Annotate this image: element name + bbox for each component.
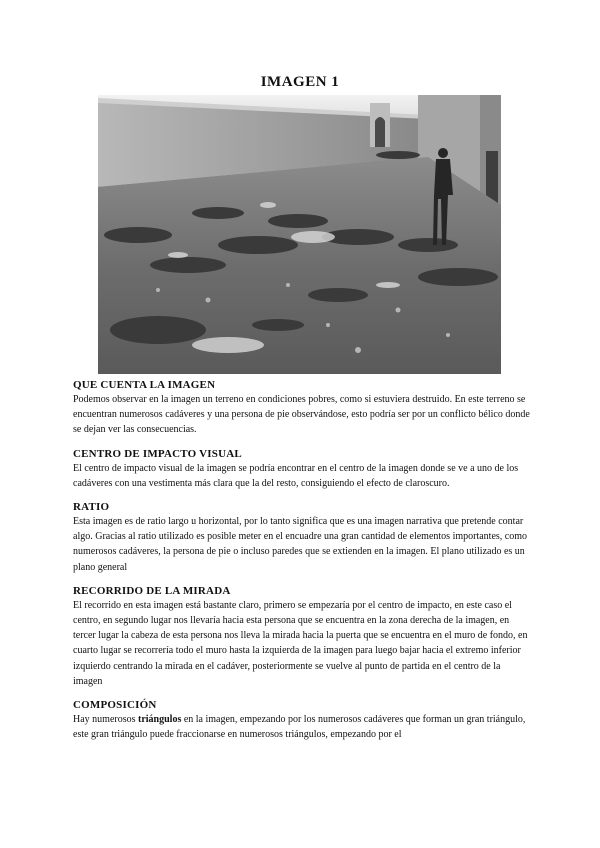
section-heading: QUE CUENTA LA IMAGEN	[73, 379, 216, 391]
section-centro-impacto	[73, 447, 531, 491]
section-text: Esta imagen es de ratio largo u horizontal, por lo tanto significa que es una imagen narrativa que pretende contar algo. Gracias al ratio utilizado es posible meter en el encuadre una gran cantidad de elementos importantes, como numerosos cadáveres, la persona de pie o incluso paredes que se extienden en la imagen. El plano utilizado es un plano general	[73, 516, 527, 573]
section-heading: COMPOSICIÓN	[73, 699, 157, 712]
section-text	[73, 712, 531, 742]
text-run: Hay numerosos	[73, 714, 138, 726]
section-que-cuenta	[73, 378, 531, 438]
section-heading: CENTRO DE IMPACTO VISUAL	[73, 447, 242, 460]
section-recorrido	[73, 584, 531, 689]
photo-illustration	[98, 95, 501, 374]
section-text: El recorrido en esta imagen está bastante claro, primero se empezaría por el centro de impacto, en este caso el centro, en segundo lugar nos llevaría hacia esta persona que se encuentra en la zona derecha de la imagen, en tercer lugar la cabeza de esta persona nos lleva la mirada hacia la puerta que se encuentra en el muro de fondo, en cuarto lugar se recorrería todo el muro hasta la izquierda de la imagen para luego bajar hacia el extremo inferior izquierdo centrando la mirada en el cadáver, posteriormente se vuelve al punto de partida en el centro de la imagen	[73, 599, 528, 687]
section-heading: RECORRIDO DE LA MIRADA	[73, 584, 231, 597]
text-run: en la imagen, empezando por los numerosos cadáveres que forman un gran triángulo, este gran triángulo puede fraccionarse en numerosos triángulos, empezando por el	[73, 714, 526, 741]
section-text: Podemos observar en la imagen un terreno en condiciones pobres, como si estuviera destruido. En este terreno se encuentran numerosos cadáveres y una persona de pie observándose, esto podría ser por un conflicto bélico donde se dejan ver las consecuencias.	[73, 394, 530, 436]
section-heading: RATIO	[73, 501, 110, 514]
page-title: IMAGEN 1	[260, 74, 340, 90]
photo-cemetery-scene	[98, 95, 501, 374]
bold-term: triángulos	[138, 714, 182, 726]
article-body	[73, 378, 531, 751]
section-composicion	[73, 698, 531, 742]
section-ratio	[73, 500, 531, 575]
section-text: El centro de impacto visual de la imagen se podría encontrar en el centro de la imagen donde se ve a uno de los cadáveres con una vestimenta más clara que la del resto, consiguiendo el efecto de claroscuro.	[73, 462, 519, 489]
